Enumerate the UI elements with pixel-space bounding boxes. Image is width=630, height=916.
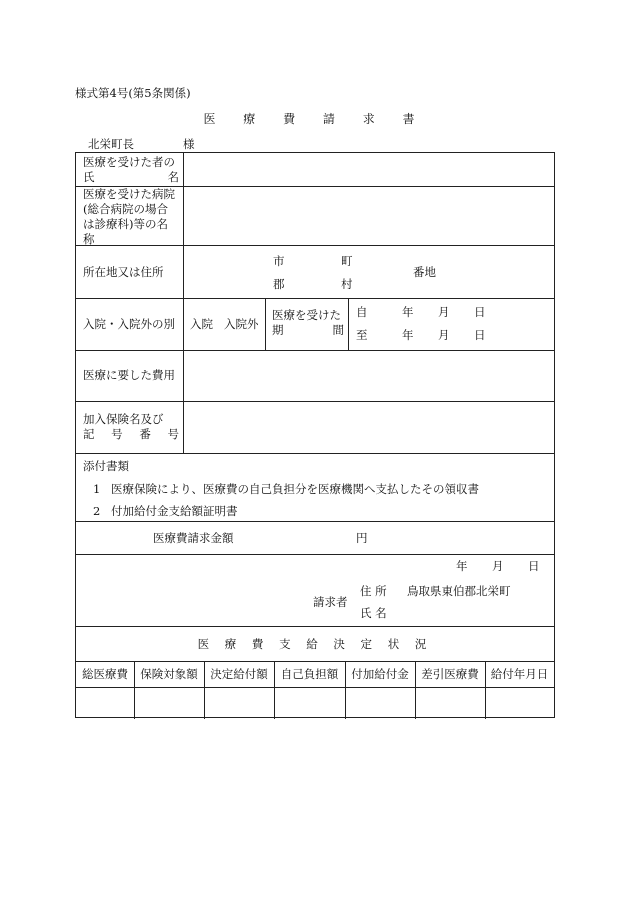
claim-amount-unit: 円 xyxy=(356,531,368,545)
col-additional-benefit: 付加給付金 xyxy=(351,667,409,681)
claimant-address-value: 鳥取県東伯郡北栄町 xyxy=(407,584,511,598)
attachment-2-text: 付加給付金支給額証明書 xyxy=(111,504,238,518)
treatment-period-label: 医療を受けた 期 間 xyxy=(272,308,344,337)
col-insured-amount: 保険対象額 xyxy=(140,667,198,681)
period-from: 自 xyxy=(356,305,368,319)
period-from-month: 月 xyxy=(438,305,450,319)
decision-title: 医 療 費 支 給 決 定 状 況 xyxy=(197,637,433,651)
attachment-1-number: 1 xyxy=(93,482,101,496)
period-to-day: 日 xyxy=(474,328,486,342)
address-village: 村 xyxy=(341,277,353,291)
document-title: 医 療 費 請 求 書 xyxy=(203,112,427,126)
col-self-pay: 自己負担額 xyxy=(280,667,339,681)
col-net-medical-cost: 差引医療費 xyxy=(421,667,479,681)
inpatient-option[interactable]: 入院 xyxy=(190,317,213,331)
claim-form-table xyxy=(75,152,555,718)
attachment-2-number: 2 xyxy=(93,504,101,518)
claim-amount-label: 医療費請求金額 xyxy=(153,531,234,545)
outpatient-option[interactable]: 入院外 xyxy=(224,317,259,331)
claimant-label: 請求者 xyxy=(313,595,348,609)
address-city: 市 xyxy=(273,254,285,268)
inpatient-label: 入院・入院外の別 xyxy=(83,317,175,331)
form-number: 様式第4号(第5条関係) xyxy=(75,86,191,100)
address-town: 町 xyxy=(341,254,353,268)
col-total-medical-cost: 総医療費 xyxy=(82,667,128,681)
claim-date-month: 月 xyxy=(492,559,504,573)
insurance-label: 加入保険名及び 記 号 番 号 xyxy=(83,412,179,441)
period-from-year: 年 xyxy=(402,305,414,319)
hospital-name-label: 医療を受けた病院 (総合病院の場合 は診療科)等の名 称 xyxy=(83,187,175,246)
attachments-heading: 添付書類 xyxy=(83,459,129,473)
col-decided-benefit: 決定給付額 xyxy=(210,667,268,681)
col-payment-date: 給付年月日 xyxy=(490,667,549,681)
medical-cost-label: 医療に要した費用 xyxy=(83,368,175,382)
claimant-name-label: 氏 名 xyxy=(360,606,387,620)
address-lot: 番地 xyxy=(413,265,436,279)
attachment-1-text: 医療保険により、医療費の自己負担分を医療機関へ支払したその領収書 xyxy=(111,482,479,496)
claim-date-day: 日 xyxy=(528,559,540,573)
claim-date-year: 年 xyxy=(456,559,468,573)
addressee-name: 北栄町長 xyxy=(88,137,134,151)
period-to-month: 月 xyxy=(438,328,450,342)
claimant-address-label: 住 所 xyxy=(360,584,387,598)
period-to: 至 xyxy=(356,328,368,342)
address-county: 郡 xyxy=(273,277,285,291)
patient-name-label: 医療を受けた者の 氏 名 xyxy=(83,155,179,184)
address-label: 所在地又は住所 xyxy=(83,265,164,279)
addressee-honorific: 様 xyxy=(183,137,195,151)
period-to-year: 年 xyxy=(402,328,414,342)
period-from-day: 日 xyxy=(474,305,486,319)
